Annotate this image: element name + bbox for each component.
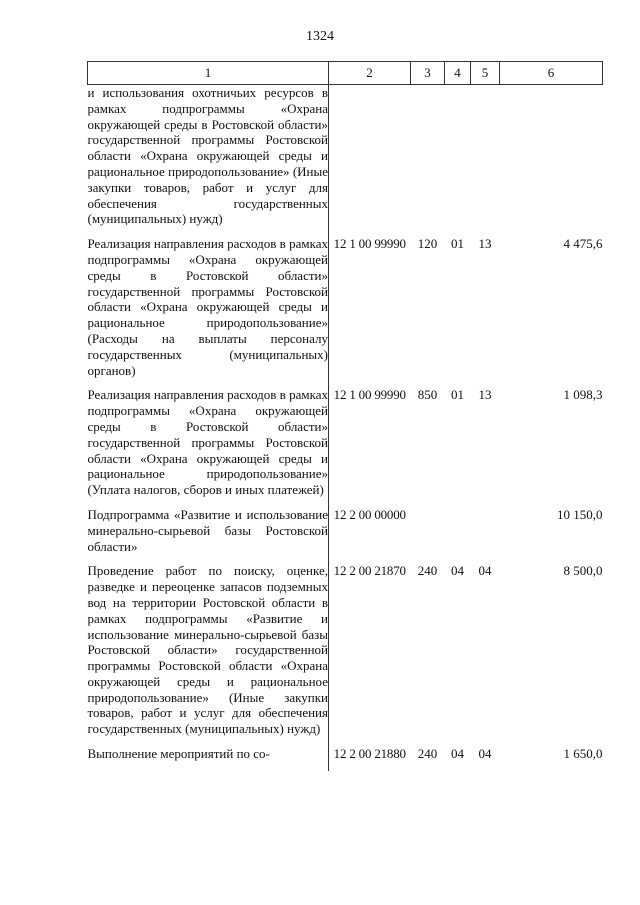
column-header-3: 3 <box>411 62 445 85</box>
row-pr <box>471 85 500 237</box>
row-description: Выполнение мероприятий по со- <box>88 746 329 771</box>
table-row <box>88 387 603 507</box>
row-description: Реализация направления расходов в рамках подпрограммы «Охрана окружающей среды в Ростовской области» государственной программы Ростовской области «Охрана окружающей среды и рациональное природопользование» (Расходы на выплаты персоналу государственных (муниципальных) органов) <box>88 236 329 387</box>
row-amount: 10 150,0 <box>557 506 603 522</box>
table-row <box>88 507 603 563</box>
column-header-1: 1 <box>88 62 329 85</box>
row-code: 12 1 00 99990 <box>333 387 406 403</box>
column-header-2: 2 <box>329 62 411 85</box>
row-pr <box>471 507 500 563</box>
row-description: Проведение работ по поиску, оценке, разведке и переоценке запасов подземных вод на территории Ростовской области в рамках подпрограммы «Развитие и использование минерально-сырьевой базы Ростовской области» государственной программы Ростовской области «Охрана окружающей среды и рациональное природопользование» (Иные закупки товаров, работ и услуг для обеспечения государственных (муниципальных) нужд) <box>88 563 329 746</box>
row-rz: 01 <box>451 387 464 403</box>
table-row <box>88 746 603 771</box>
row-amount: 8 500,0 <box>563 563 603 579</box>
table-row <box>88 236 603 387</box>
row-amount: 4 475,6 <box>563 236 603 252</box>
row-pr: 13 <box>478 387 492 403</box>
row-rz: 01 <box>451 236 464 252</box>
row-pr: 13 <box>478 236 492 252</box>
row-rz <box>445 85 471 237</box>
table-header-row <box>88 62 603 85</box>
row-vr <box>411 507 445 563</box>
table-row <box>88 85 603 237</box>
row-description: и использования охотничьих ресурсов в рамках подпрограммы «Охрана окружающей среды в Ростовской области» государственной программы Ростовской области «Охрана окружающей среды и рациональное природопользование» (Иные закупки товаров, работ и услуг для обеспечения государственных (муниципальных) нужд) <box>88 85 329 237</box>
table-row <box>88 563 603 746</box>
row-vr: 120 <box>417 236 438 252</box>
row-description: Подпрограмма «Развитие и использование минерально-сырьевой базы Ростовской области» <box>88 507 329 563</box>
page-number: 1324 <box>306 29 334 44</box>
row-code: 12 1 00 99990 <box>333 236 406 252</box>
row-code <box>329 85 411 237</box>
column-header-4: 4 <box>445 62 471 85</box>
row-vr: 240 <box>417 563 438 579</box>
column-header-6: 6 <box>500 62 603 85</box>
row-amount <box>500 85 603 237</box>
row-code: 12 2 00 21880 <box>333 746 406 762</box>
row-amount: 1 098,3 <box>563 387 603 403</box>
budget-table <box>87 61 603 771</box>
row-rz <box>445 507 471 563</box>
row-vr: 240 <box>417 746 438 762</box>
row-amount: 1 650,0 <box>563 746 603 762</box>
row-rz: 04 <box>451 563 464 579</box>
row-rz: 04 <box>451 746 464 762</box>
row-pr: 04 <box>478 746 492 762</box>
row-vr <box>411 85 445 237</box>
column-header-5: 5 <box>471 62 500 85</box>
row-code: 12 2 00 00000 <box>333 506 406 522</box>
row-pr: 04 <box>478 563 492 579</box>
row-vr: 850 <box>417 387 438 403</box>
row-code: 12 2 00 21870 <box>333 563 406 579</box>
row-description: Реализация направления расходов в рамках подпрограммы «Охрана окружающей среды в Ростовской области» государственной программы Ростовской области «Охрана окружающей среды и рациональное природопользование» (Уплата налогов, сборов и иных платежей) <box>88 387 329 507</box>
